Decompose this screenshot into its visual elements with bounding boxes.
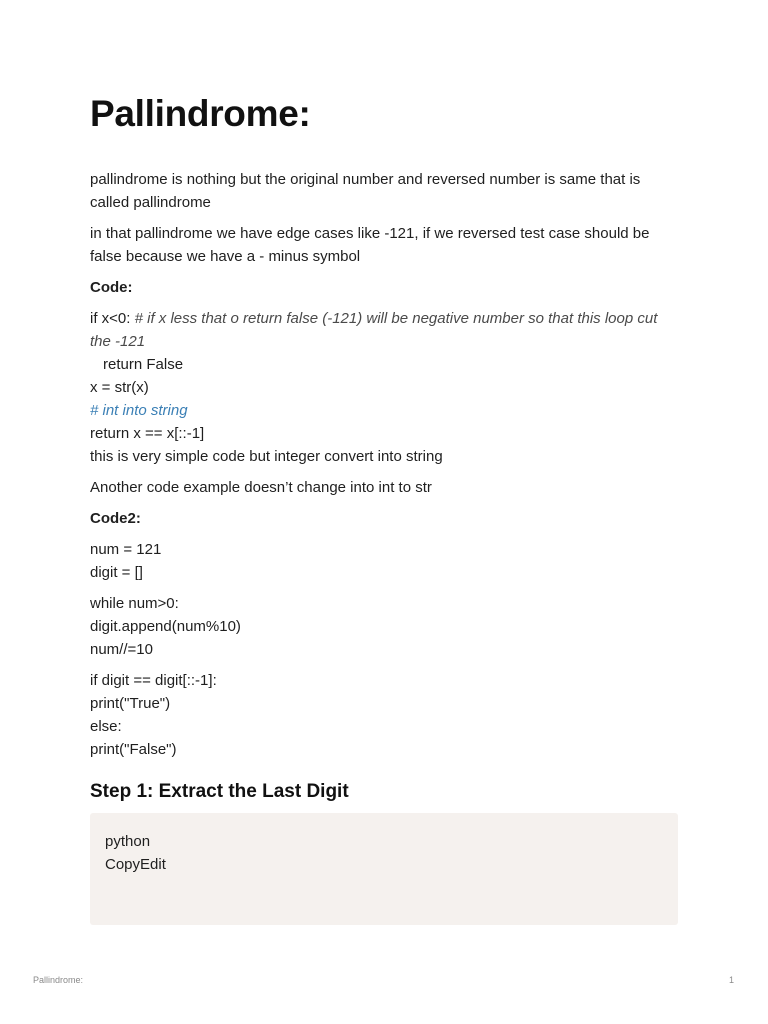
document-page bbox=[90, 92, 680, 925]
code2-line: print("False") bbox=[90, 741, 177, 758]
code1-line-5: return x == x[::-1] bbox=[90, 425, 205, 442]
intro-paragraph-1: pallindrome is nothing but the original number and reversed number is same that is called pallindrome bbox=[90, 171, 641, 211]
code1-line-4-comment: # int into string bbox=[90, 402, 188, 419]
code1-line-2: return False bbox=[103, 356, 184, 373]
code2-line: num//=10 bbox=[90, 641, 153, 658]
step1-heading: Step 1: Extract the Last Digit bbox=[90, 781, 349, 802]
code1-heading: Code: bbox=[90, 279, 133, 296]
code1-line-1 bbox=[90, 307, 680, 353]
page-number: 1 bbox=[728, 975, 734, 985]
code2-line: while num>0: bbox=[90, 595, 179, 612]
code-block-language: python bbox=[105, 833, 151, 850]
code2-line: else: bbox=[90, 718, 122, 735]
code2-line: num = 121 bbox=[90, 541, 162, 558]
code2-line: digit.append(num%10) bbox=[90, 618, 241, 635]
code1-line-1-code: if x<0: bbox=[90, 310, 135, 327]
copy-edit-label[interactable]: CopyEdit bbox=[105, 856, 166, 873]
intro-paragraph-2: in that pallindrome we have edge cases like -121, if we reversed test case should be false because we have a - minus symbol bbox=[90, 225, 650, 265]
another-example-text: Another code example doesn’t change into int to str bbox=[90, 479, 432, 496]
code1-note: this is very simple code but integer convert into string bbox=[90, 448, 443, 465]
footer-title: Pallindrome: bbox=[33, 975, 84, 985]
code2-line: if digit == digit[::-1]: bbox=[90, 672, 217, 689]
code-block bbox=[90, 813, 678, 925]
code2-line: print("True") bbox=[90, 695, 171, 712]
code2-heading: Code2: bbox=[90, 510, 141, 527]
code2-line: digit = [] bbox=[90, 564, 143, 581]
code1-line-3: x = str(x) bbox=[90, 379, 149, 396]
page-title: Pallindrome: bbox=[90, 93, 311, 134]
code1-line-1-comment: # if x less that o return false (-121) will be negative number so that this loop cut the -121 bbox=[90, 310, 658, 350]
